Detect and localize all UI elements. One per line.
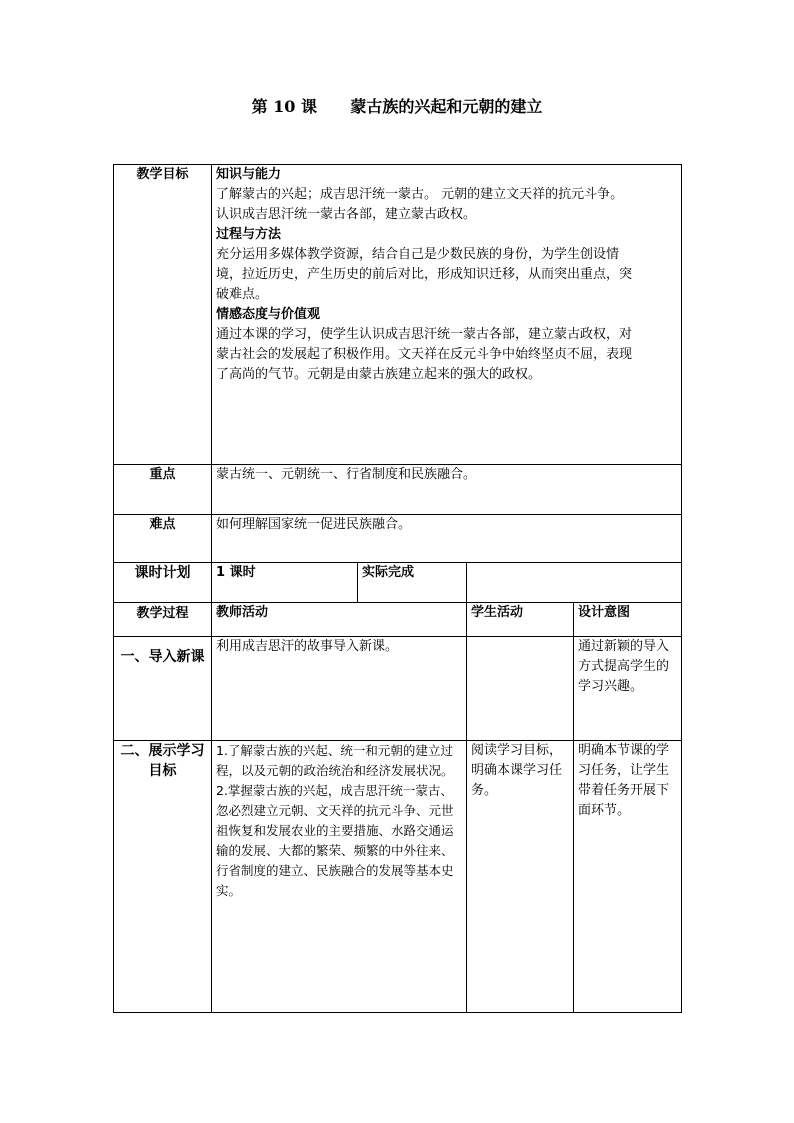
process-col-student: 学生活动 [467, 603, 574, 637]
step-student: 阅读学习目标，明确本课学习任务。 [467, 741, 574, 1013]
process-col-intent: 设计意图 [574, 603, 682, 637]
step-row [114, 637, 682, 741]
attitude-heading: 情感态度与价值观 [216, 307, 321, 322]
page-title: 第 10 课 蒙古族的兴起和元朝的建立 [251, 97, 543, 116]
schedule-row [114, 563, 682, 603]
knowledge-line: 了解蒙古的兴起；成吉思汗统一蒙古。 元朝的建立文天祥的抗元斗争。 [216, 187, 624, 202]
actual-value [467, 563, 682, 603]
step-intent: 明确本节课的学习任务，让学生带着任务开展下面环节。 [574, 741, 682, 1013]
process-line: 充分运用多媒体教学资源，结合自己是少数民族的身份，为学生创设情 [216, 247, 620, 262]
process-line: 境，拉近历史，产生历史的前后对比，形成知识迁移，从而突出重点，突 [216, 267, 633, 282]
step-student [467, 637, 574, 741]
process-heading: 过程与方法 [216, 227, 282, 242]
schedule-value: 1 课时 [212, 563, 358, 603]
attitude-line: 通过本课的学习，使学生认识成吉思汗统一蒙古各部，建立蒙古政权，对 [216, 327, 633, 342]
key-points-row [114, 465, 682, 515]
lesson-plan-table [113, 164, 682, 1013]
process-line: 破难点。 [216, 287, 269, 302]
actual-label: 实际完成 [358, 563, 467, 603]
difficulties-text: 如何理解国家统一促进民族融合。 [212, 515, 682, 563]
step-teacher-line: 1.了解蒙古族的兴起、统一和元朝的建立过程，以及元朝的政治统治和经济发展状况。 [216, 743, 454, 778]
knowledge-line: 认识成吉思汗统一蒙古各部，建立蒙古政权。 [216, 207, 477, 222]
step-label: 一、导入新课 [114, 637, 212, 741]
step-row [114, 741, 682, 1013]
objectives-content [212, 165, 682, 465]
objectives-row [114, 165, 682, 465]
process-col-teacher: 教师活动 [212, 603, 467, 637]
knowledge-heading: 知识与能力 [216, 167, 282, 182]
process-header-row [114, 603, 682, 637]
step-intent: 通过新颖的导入方式提高学生的学习兴趣。 [574, 637, 682, 741]
step-teacher [212, 741, 467, 1013]
objectives-label: 教学目标 [114, 165, 212, 465]
step-teacher-line: 2.掌握蒙古族的兴起，成吉思汗统一蒙古、忽必烈建立元朝、文天祥的抗元斗争、元世祖恢复和发展农业的主要措施、水路交通运输的发展、大都的繁荣、频繁的中外往来、行省制度的建立、民族融合的发展等基本史实。 [216, 783, 454, 898]
key-points-text: 蒙古统一、元朝统一、行省制度和民族融合。 [212, 465, 682, 515]
attitude-line: 了高尚的气节。元朝是由蒙古族建立起来的强大的政权。 [216, 367, 542, 382]
schedule-label: 课时计划 [114, 563, 212, 603]
step-teacher: 利用成吉思汗的故事导入新课。 [212, 637, 467, 741]
attitude-line: 蒙古社会的发展起了积极作用。文天祥在反元斗争中始终坚贞不屈，表现 [216, 347, 633, 362]
key-points-label: 重点 [114, 465, 212, 515]
difficulties-label: 难点 [114, 515, 212, 563]
process-col-step: 教学过程 [114, 603, 212, 637]
difficulties-row [114, 515, 682, 563]
step-label: 二、展示学习目标 [114, 741, 212, 1013]
